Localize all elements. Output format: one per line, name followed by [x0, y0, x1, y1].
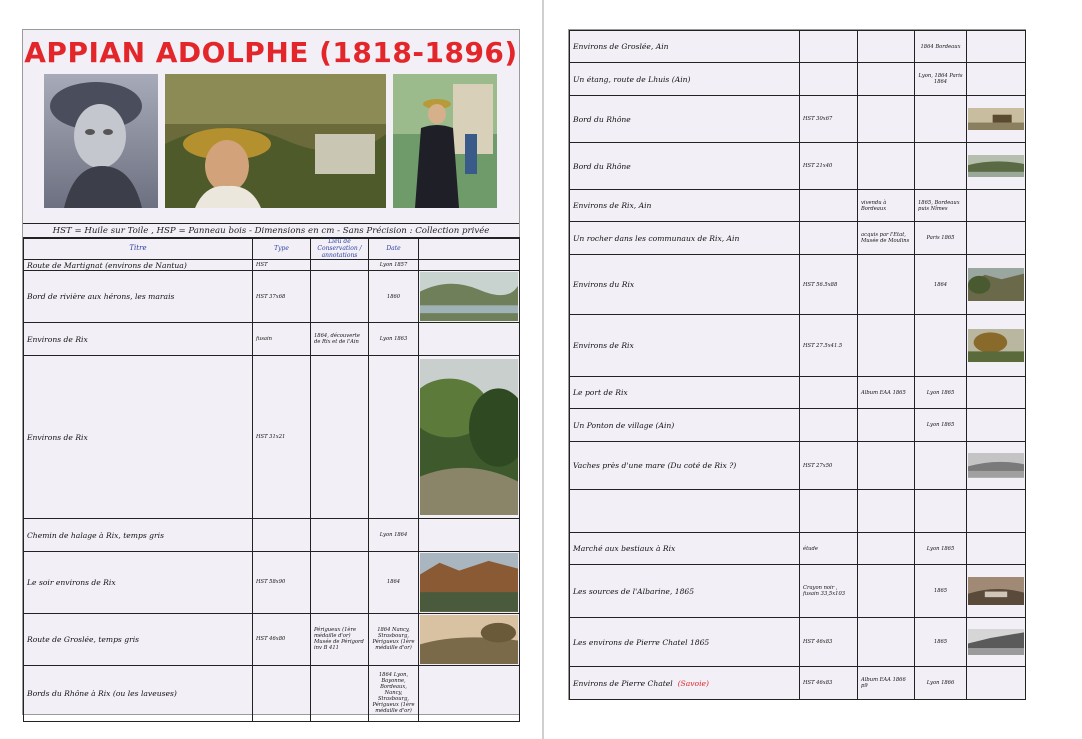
work-title: Route de Martignat (environs de Nantua)	[24, 260, 253, 271]
work-location	[311, 356, 369, 519]
table-row	[570, 618, 1026, 667]
work-title: Chemin de halage à Rix, temps gris	[24, 519, 253, 552]
work-date	[915, 442, 967, 490]
title-note: (Savoie)	[677, 678, 710, 688]
table-row	[24, 356, 520, 519]
work-thumbnail-cell	[967, 565, 1026, 618]
work-type: HST 21x40	[800, 143, 858, 190]
painting-thumbnail	[968, 453, 1024, 478]
table-row	[570, 190, 1026, 222]
artist-title: APPIAN ADOLPHE (1818-1896)	[24, 36, 518, 69]
work-location: Périgueux (1ère médaille d'or) Musée de Périgord inv B 411	[311, 613, 369, 665]
table-header-row	[24, 238, 520, 260]
work-title: Le soir environs de Rix	[24, 552, 253, 614]
page-divider	[542, 0, 544, 739]
work-title: Marché aux bestiaux à Rix	[570, 533, 800, 565]
work-location	[858, 31, 915, 63]
table-row	[570, 667, 1026, 700]
table-row	[570, 565, 1026, 618]
work-thumbnail-cell	[967, 533, 1026, 565]
work-title: Environs de Pierre Chatel (Savoie)	[570, 667, 800, 700]
table-row	[570, 96, 1026, 143]
work-type: HST	[253, 260, 311, 271]
work-thumbnail-cell	[967, 255, 1026, 315]
works-table-left	[23, 237, 520, 722]
painting-thumbnail	[968, 108, 1024, 130]
work-type: HST 46x83	[800, 618, 858, 667]
work-title: Environs de Groslée, Ain	[570, 31, 800, 63]
work-location	[858, 315, 915, 377]
painting-thumbnail	[968, 629, 1024, 655]
work-type	[800, 63, 858, 96]
table-row	[570, 533, 1026, 565]
work-date: 1864	[915, 255, 967, 315]
painting-thumbnail	[968, 155, 1024, 177]
work-type	[800, 409, 858, 442]
work-thumbnail-cell	[419, 519, 520, 552]
work-thumbnail-cell	[419, 613, 520, 665]
work-type: HST 56.5x88	[800, 255, 858, 315]
work-location	[858, 618, 915, 667]
table-row	[570, 255, 1026, 315]
work-title: Un Ponton de village (Ain)	[570, 409, 800, 442]
work-thumbnail-cell	[419, 271, 520, 323]
portrait-photo-2	[165, 74, 386, 208]
col-image-header	[419, 238, 520, 260]
work-location: vivendu à Bordeaux	[858, 190, 915, 222]
work-date: Lyon 1865	[915, 409, 967, 442]
work-title: Environs du Rix	[570, 255, 800, 315]
painting-thumbnail	[968, 577, 1024, 605]
work-location	[858, 96, 915, 143]
table-row	[24, 519, 520, 552]
work-location	[311, 271, 369, 323]
work-title: Les sources de l'Albarine, 1865	[570, 565, 800, 618]
work-type	[800, 31, 858, 63]
work-thumbnail-cell	[967, 377, 1026, 409]
table-row	[24, 665, 520, 721]
work-type: HST 27.5x41.5	[800, 315, 858, 377]
work-location	[858, 255, 915, 315]
table-row	[570, 315, 1026, 377]
table-row	[570, 409, 1026, 442]
work-date: Lyon 1865	[915, 533, 967, 565]
work-date: Lyon 1863	[369, 323, 419, 356]
work-title: Bord du Rhône	[570, 96, 800, 143]
work-location	[311, 519, 369, 552]
work-type: HST 27x50	[800, 442, 858, 490]
work-date	[369, 356, 419, 519]
work-type: HST 58x90	[253, 552, 311, 614]
table-row	[24, 613, 520, 665]
work-location	[858, 143, 915, 190]
work-title: Les environs de Pierre Chatel 1865	[570, 618, 800, 667]
work-location	[858, 565, 915, 618]
work-thumbnail-cell	[967, 190, 1026, 222]
work-location	[858, 63, 915, 96]
work-title: Environs de Rix	[24, 323, 253, 356]
work-thumbnail-cell	[419, 552, 520, 614]
work-date: 1864 Nancy, Strasbourg, Périgueux (1ère médaille d'or)	[369, 613, 419, 665]
work-title: Le port de Rix	[570, 377, 800, 409]
painting-thumbnail	[968, 268, 1024, 302]
work-thumbnail-cell	[967, 63, 1026, 96]
left-page	[22, 29, 520, 715]
work-date	[915, 490, 967, 533]
work-location	[858, 442, 915, 490]
work-type: HST 46x83	[800, 667, 858, 700]
work-date: Paris 1865	[915, 222, 967, 255]
work-location	[311, 260, 369, 271]
work-thumbnail-cell	[419, 356, 520, 519]
table-row	[570, 63, 1026, 96]
work-location: 1864, découverte de Rix et de l'Ain	[311, 323, 369, 356]
table-row	[570, 377, 1026, 409]
work-type	[800, 490, 858, 533]
work-thumbnail-cell	[967, 143, 1026, 190]
work-location: acquis par l'Etat, Musée de Moulins	[858, 222, 915, 255]
work-thumbnail-cell	[419, 323, 520, 356]
col-type-header: Type	[253, 238, 311, 260]
work-type: HST 37x68	[253, 271, 311, 323]
work-date: 1865	[915, 565, 967, 618]
work-thumbnail-cell	[967, 442, 1026, 490]
painting-thumbnail	[968, 329, 1024, 363]
work-thumbnail-cell	[419, 260, 520, 271]
table-row	[570, 222, 1026, 255]
painting-thumbnail	[420, 359, 518, 516]
painting-thumbnail	[420, 615, 518, 664]
work-title: Un rocher dans les communaux de Rix, Ain	[570, 222, 800, 255]
work-date	[915, 315, 967, 377]
work-date: 1864	[369, 552, 419, 614]
abbreviation-legend: HST = Huile sur Toile , HSP = Panneau bois - Dimensions en cm - Sans Précision : Collection privée	[23, 223, 519, 239]
work-location	[311, 552, 369, 614]
work-date	[915, 143, 967, 190]
work-thumbnail-cell	[967, 96, 1026, 143]
painting-thumbnail	[420, 272, 518, 321]
work-type: HST 46x80	[253, 613, 311, 665]
work-type	[253, 519, 311, 552]
work-date: 1864 Lyon, Bayonne, Bordeaux, Nancy, Strasbourg, Périgueux (1ère médaille d'or)	[369, 665, 419, 721]
table-row	[24, 260, 520, 271]
work-title: Environs de Rix, Ain	[570, 190, 800, 222]
work-type: Crayon noir , fusain 33,5x103	[800, 565, 858, 618]
work-title: Un étang, route de Lhuis (Ain)	[570, 63, 800, 96]
work-title: Bords du Rhône à Rix (ou les laveuses)	[24, 665, 253, 721]
work-date: Lyon 1864	[369, 519, 419, 552]
work-type	[253, 665, 311, 721]
work-thumbnail-cell	[967, 315, 1026, 377]
table-row	[24, 271, 520, 323]
work-location	[858, 533, 915, 565]
work-type: étude	[800, 533, 858, 565]
works-table-right	[569, 30, 1026, 700]
col-title-header: Titre	[24, 238, 253, 260]
work-thumbnail-cell	[967, 667, 1026, 700]
work-thumbnail-cell	[967, 409, 1026, 442]
work-type: HST 30x67	[800, 96, 858, 143]
work-location	[311, 665, 369, 721]
work-date: 1865	[915, 618, 967, 667]
work-date: Lyon, 1864 Paris 1864	[915, 63, 967, 96]
work-title: Vaches près d'une mare (Du coté de Rix ?)	[570, 442, 800, 490]
table-row	[570, 442, 1026, 490]
col-location-header: Lieu de Conservation / annotations	[311, 238, 369, 260]
painter-photo-3	[393, 74, 497, 208]
work-date: 1860	[369, 271, 419, 323]
work-date: 1864 Bordeaux	[915, 31, 967, 63]
painting-thumbnail	[420, 553, 518, 612]
work-type: HST 31x21	[253, 356, 311, 519]
work-thumbnail-cell	[967, 222, 1026, 255]
work-location: Album EAA 1866 p9	[858, 667, 915, 700]
work-title: Bord du Rhône	[570, 143, 800, 190]
right-page	[568, 29, 1026, 700]
work-title: Route de Groslée, temps gris	[24, 613, 253, 665]
table-row	[24, 552, 520, 614]
col-date-header: Date	[369, 238, 419, 260]
work-title: Environs de Rix	[24, 356, 253, 519]
work-location	[858, 409, 915, 442]
table-row	[570, 31, 1026, 63]
work-date: Lyon 1866	[915, 667, 967, 700]
work-thumbnail-cell	[967, 490, 1026, 533]
work-title: Environs de Rix	[570, 315, 800, 377]
work-title: Bord de rivière aux hérons, les marais	[24, 271, 253, 323]
table-row	[570, 490, 1026, 533]
work-type	[800, 190, 858, 222]
work-title	[570, 490, 800, 533]
work-type	[800, 377, 858, 409]
work-thumbnail-cell	[967, 618, 1026, 667]
work-date	[915, 96, 967, 143]
work-location: Album EAA 1865	[858, 377, 915, 409]
work-thumbnail-cell	[419, 665, 520, 721]
work-date: Lyon 1857	[369, 260, 419, 271]
portrait-photo-1	[44, 74, 158, 208]
table-row	[570, 143, 1026, 190]
work-type	[800, 222, 858, 255]
work-thumbnail-cell	[967, 31, 1026, 63]
work-date: 1865, Bordeaux puis Nîmes	[915, 190, 967, 222]
work-date: Lyon 1865	[915, 377, 967, 409]
work-location	[858, 490, 915, 533]
table-row	[24, 323, 520, 356]
work-type: fusain	[253, 323, 311, 356]
